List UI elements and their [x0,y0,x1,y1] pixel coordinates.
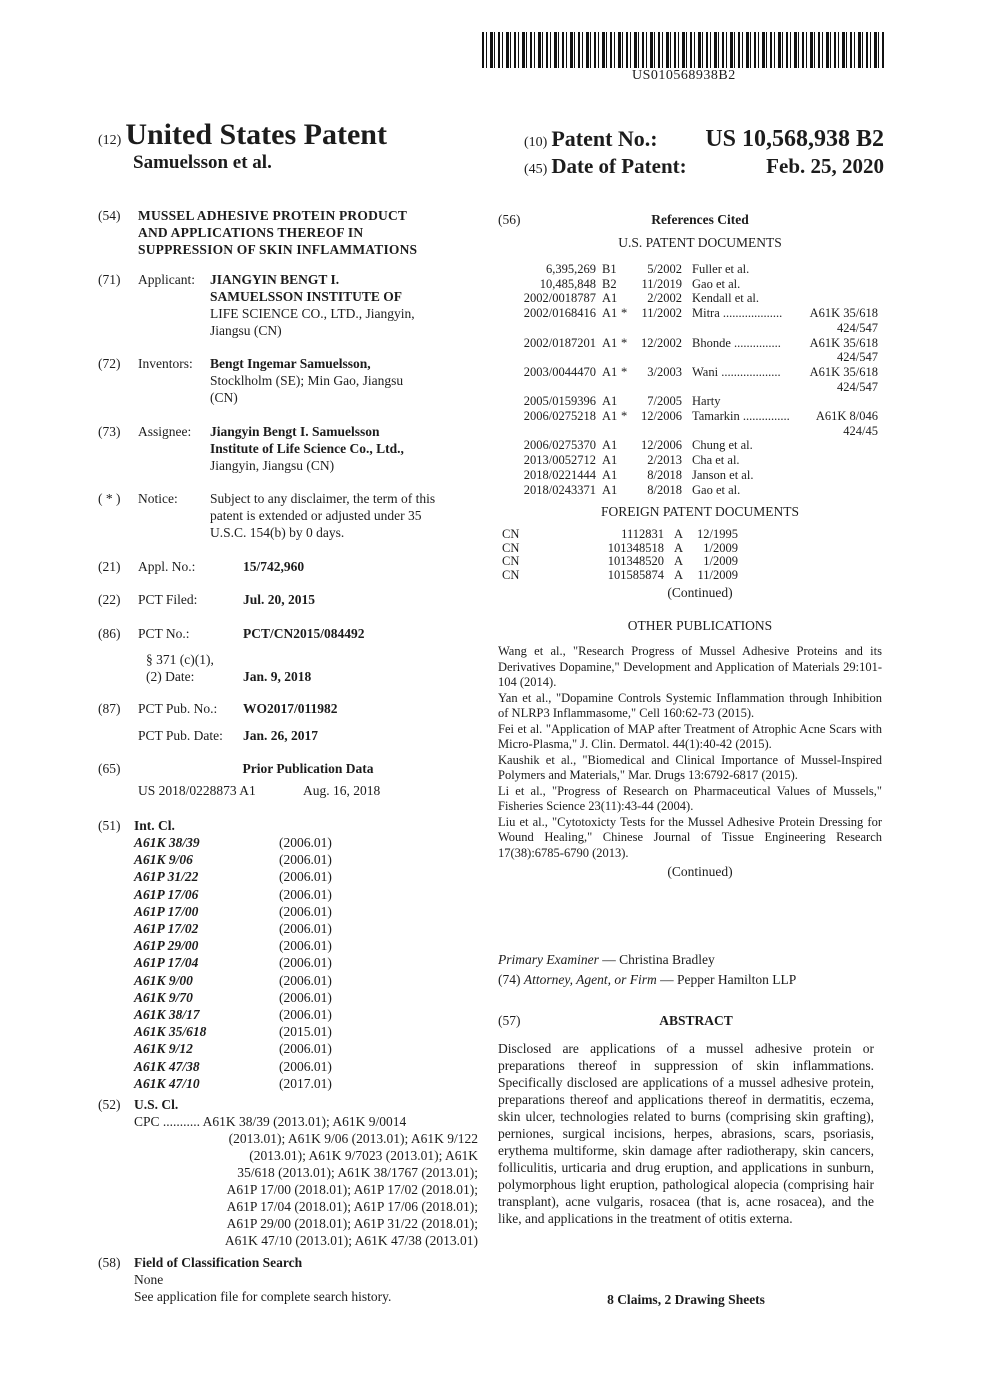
pct-number-label: PCT No.: [138,626,190,641]
applicant-line: SAMUELSSON INSTITUTE OF [210,289,403,304]
pct-number: PCT/CN2015/084492 [243,626,365,641]
foreign-date: 1/2009 [703,554,738,568]
other-publications-list [498,644,882,861]
us-cl-section [98,1096,478,1249]
ref-date: 8/2018 [647,482,682,497]
notice-section [98,490,478,541]
notice-line: U.S.C. 154(b) by 0 days. [210,525,345,540]
ref-name: Chung et al. [692,438,753,453]
ref-subclass: 424/547 [837,379,878,394]
int-cl-version: (2006.01) [279,1058,332,1074]
us-ref-row [498,437,878,452]
abstract-section [498,1012,874,1227]
ref-doc-number: 2018/0243371 [523,482,596,497]
int-cl-row [134,972,474,989]
prior-publication-heading: Prior Publication Data [242,761,374,776]
pct-pub-date-label: PCT Pub. Date: [138,728,223,743]
publication-entry: Kaushik et al., "Biomedical and Clinical Importance of Mussel-Inspired Polymers and Materials," Mar. Drugs 13:6792-6817 (2015). [498,752,882,782]
int-cl-version: (2006.01) [279,938,332,954]
int-cl-version: (2006.01) [279,972,332,988]
abstract-heading: ABSTRACT [659,1013,733,1028]
cpc-line: A61P 29/00 (2018.01); A61P 31/22 (2018.01); [226,1216,478,1231]
ref-doc-number: 2002/0168416 [523,306,596,321]
us-ref-row [498,276,878,291]
assignee-line: Jiangyin Bengt I. Samuelsson [210,424,380,439]
ref-kind: A1 [602,394,618,409]
foreign-country: CN [502,567,520,582]
int-cl-version: (2017.01) [279,1075,332,1091]
inid-code-51: (51) [98,818,121,833]
document-title [98,118,387,152]
int-cl-version: (2015.01) [279,1024,332,1040]
ref-kind: A1 [602,482,618,497]
int-cl-version: (2006.01) [279,989,332,1005]
examiner-line [498,951,882,968]
ref-name: Harty [692,394,721,409]
ref-date: 12/2006 [641,409,682,423]
inid-code-74: (74) [498,972,521,987]
cpc-line: 35/618 (2013.01); A61K 38/1767 (2013.01); [237,1165,478,1180]
int-cl-version: (2006.01) [279,835,332,850]
ref-kind: A1 [602,409,618,423]
inid-code-71: (71) [98,272,121,287]
us-ref-subclass-row [498,379,878,394]
ref-doc-number: 10,485,848 [539,276,596,291]
int-cl-class: A61K 38/39 [134,835,200,850]
int-cl-row [134,851,474,868]
pct-filed-date: Jul. 20, 2015 [243,592,316,607]
inid-code-56: (56) [498,212,521,227]
barcode [482,32,886,68]
applicant-line: LIFE SCIENCE CO., LTD., Jiangyin, [210,306,415,321]
title-line: AND APPLICATIONS THEREOF IN [138,225,364,240]
int-cl-row [134,954,474,971]
field-search-section [98,1254,478,1305]
us-patent-docs-heading: U.S. PATENT DOCUMENTS [618,235,782,250]
prior-publication-doc: US 2018/0228873 A1 [138,783,256,798]
ref-name: Kendall et al. [692,291,759,306]
ref-kind: A1 [602,467,618,482]
us-ref-subclass-row [498,349,878,364]
title-line: MUSSEL ADHESIVE PROTEIN PRODUCT [138,208,408,223]
inid-code-22: (22) [98,592,121,607]
ref-date: 8/2018 [647,467,682,482]
inventors-section [98,355,478,406]
foreign-kind: A [674,554,684,568]
cpc-line: A61P 17/04 (2018.01); A61P 17/06 (2018.01); [226,1199,478,1214]
ref-doc-number: 2013/0052712 [523,453,596,468]
ref-star: * [621,306,628,321]
ref-class: A61K 35/618 [809,364,878,379]
foreign-docs-table [498,526,882,584]
ref-doc-number: 2006/0275218 [523,409,596,423]
foreign-doc-number: 101585874 [607,567,664,582]
us-ref-subclass-row [498,320,878,335]
appl-label: Appl. No.: [138,559,196,574]
attorney-name: — Pepper Hamilton LLP [660,972,797,987]
int-cl-row [134,937,474,954]
ref-name: Janson et al. [692,467,754,482]
int-cl-class: A61P 17/04 [134,955,199,971]
applicant-section [98,271,478,339]
int-cl-class: A61K 38/17 [134,1007,200,1022]
pct-pub-number: WO2017/011982 [243,701,338,716]
inid-code-57: (57) [498,1013,521,1028]
us-patent-docs-table [498,261,882,501]
int-cl-section [98,817,478,1089]
field-search-line: See application file for complete search history. [134,1289,392,1304]
int-cl-class: A61K 9/12 [134,1041,193,1057]
ref-subclass: 424/45 [843,423,878,438]
int-cl-class: A61P 17/00 [134,903,199,919]
inventors-label: Inventors: [138,356,193,371]
ref-doc-number: 2018/0221444 [523,467,596,482]
us-ref-row [498,335,878,350]
us-ref-row [498,452,878,467]
int-cl-class: A61K 9/70 [134,989,193,1005]
ref-kind: B1 [602,262,617,276]
pct-pub-date: Jan. 26, 2017 [243,728,319,743]
int-cl-table [134,834,478,1089]
int-cl-row [134,868,474,885]
patent-number-line [524,126,884,152]
other-publications-heading: OTHER PUBLICATIONS [627,618,773,633]
cpc-line: (2013.01); A61K 9/06 (2013.01); A61K 9/122 [228,1131,478,1146]
ref-star: * [621,364,628,379]
inid-code-45: (45) [524,162,548,177]
foreign-date: 11/2009 [697,567,738,582]
ref-date: 7/2005 [647,394,682,409]
ref-date: 2/2002 [647,291,682,306]
patent-date-line [524,154,884,179]
int-cl-class: A61P 31/22 [134,869,199,885]
examiner-name: — Christina Bradley [602,952,715,967]
inid-code-65: (65) [98,761,121,776]
applicant-line: JIANGYIN BENGT I. [210,272,340,287]
title-line: SUPPRESSION OF SKIN INFLAMMATIONS [138,242,418,257]
pct-pub-number-label: PCT Pub. No.: [138,701,218,716]
us-ref-subclass-row [498,423,878,438]
patent-date-label: Date of Patent: [551,154,687,178]
ref-doc-number: 2002/0018787 [523,291,596,306]
foreign-doc-number: 101348520 [607,554,664,568]
int-cl-version: (2006.01) [279,886,332,902]
foreign-doc-number: 101348518 [607,540,664,555]
int-cl-version: (2006.01) [279,869,332,885]
ref-kind: A1 [602,306,618,321]
int-cl-row [134,1023,474,1040]
notice-line: patent is extended or adjusted under 35 [210,508,422,523]
attorney-line [498,971,882,988]
ref-kind: B2 [602,276,617,291]
foreign-docs-heading: FOREIGN PATENT DOCUMENTS [600,504,800,519]
ref-star: * [621,409,628,423]
foreign-date: 12/1995 [697,527,738,541]
ref-subclass: 424/547 [837,320,878,335]
us-ref-row [498,261,878,276]
foreign-kind: A [674,540,684,555]
inid-code-52: (52) [98,1097,121,1112]
int-cl-version: (2006.01) [279,921,332,936]
int-cl-class: A61K 47/10 [134,1075,200,1091]
continued-label: (Continued) [667,864,733,879]
int-cl-row [134,834,474,851]
invention-title-section [98,207,478,258]
us-ref-row [498,482,878,497]
int-cl-version: (2006.01) [279,1041,332,1057]
inid-code-21: (21) [98,559,121,574]
s371-date-label: (2) Date: [146,669,195,684]
int-cl-class: A61K 9/06 [134,852,193,868]
patent-type-title: United States Patent [125,118,387,151]
references-section [498,211,882,880]
int-cl-version: (2006.01) [279,903,332,919]
foreign-date: 1/2009 [703,540,738,555]
inid-code-notice: ( * ) [98,491,121,506]
barcode-number: US010568938B2 [632,68,736,83]
cpc-line: CPC ........... A61K 38/39 (2013.01); A61K 9/0014 [134,1114,407,1129]
foreign-country: CN [502,527,520,541]
inid-code-10: (10) [524,135,548,150]
ref-name: Gao et al. [692,276,741,291]
int-cl-row [134,886,474,903]
foreign-doc-number: 1112831 [621,527,664,541]
applicant-label: Applicant: [138,272,195,287]
prior-publication-date: Aug. 16, 2018 [303,783,381,798]
inid-code-87: (87) [98,701,121,716]
ref-name: Mitra ................... [692,306,783,321]
s371-line: § 371 (c)(1), [146,652,214,667]
claims-summary: 8 Claims, 2 Drawing Sheets [607,1292,765,1307]
cpc-line: A61P 17/00 (2018.01); A61P 17/02 (2018.01); [226,1182,478,1197]
int-cl-version: (2006.01) [279,852,332,868]
inid-code-58: (58) [98,1255,121,1270]
ref-date: 12/2006 [641,438,682,453]
ref-class: A61K 35/618 [809,335,878,350]
attorney-label: Attorney, Agent, or Firm [523,972,657,987]
foreign-country: CN [502,540,520,555]
int-cl-row [134,903,474,920]
ref-star: * [621,335,628,350]
ref-date: 5/2002 [647,262,682,276]
int-cl-version: (2006.01) [279,1007,332,1022]
ref-subclass: 424/547 [837,350,878,365]
ref-kind: A1 [602,453,618,468]
references-heading: References Cited [651,212,749,227]
int-cl-row [134,1058,474,1075]
ref-date: 11/2002 [641,306,682,321]
patent-number-label: Patent No.: [551,126,658,151]
inventors-line: Bengt Ingemar Samuelsson, [210,356,371,371]
ref-date: 2/2013 [647,453,682,468]
patent-date: Feb. 25, 2020 [766,154,884,178]
field-search-heading: Field of Classification Search [134,1255,303,1270]
cpc-line: (2013.01); A61K 9/7023 (2013.01); A61K [249,1148,478,1163]
ref-doc-number: 2003/0044470 [523,364,596,379]
us-ref-row [498,408,878,423]
ref-doc-number: 6,395,269 [546,262,596,276]
int-cl-row [134,920,474,937]
ref-date: 12/2002 [641,335,682,350]
publication-entry: Li et al., "Progress of Research on Pharmaceutical Values of Mussels," Fisheries Science 23(11):43-44 (2004). [498,783,882,813]
examiner-label: Primary Examiner [498,952,599,967]
int-cl-class: A61K 47/38 [134,1058,200,1074]
cpc-line: A61K 47/10 (2013.01); A61K 47/38 (2013.01) [224,1233,478,1248]
ref-date: 3/2003 [647,364,682,379]
ref-kind: A1 [602,364,618,379]
ref-name: Bhonde ............... [692,335,781,350]
us-ref-row [498,305,878,320]
us-ref-row [498,467,878,482]
inid-code-72: (72) [98,356,121,371]
inid-code-12: (12) [98,133,122,148]
ref-name: Wani ................... [692,364,781,379]
ref-kind: A1 [602,291,618,306]
int-cl-class: A61P 29/00 [134,938,199,954]
inventors-line: Stocklholm (SE); Min Gao, Jiangsu [210,373,404,388]
abstract-text: Disclosed are applications of a mussel adhesive protein or preparations thereof in suppression of skin inflammations. Specifically disclosed are applications of a mussel adhesive protein, preparations thereof and applications thereof in dermatitis, eczema, skin ulcer, technologies related to burns (comprising skin grafting), perniones, surgical incisions, herpes, abrasions, scars, psoriasis, erythema multiforme, skin damage after radiotherapy, skin cancers, folliculitis, urticaria and drug eruption, and applications in sunburn, polymorphous light eruption, pathological alopecia (comprising hair transplant), acne vulgaris, rosacea (that is, acne rosacea), and the like, and applications in the treatment of otitis externa. [498,1041,874,1226]
ref-name: Cha et al. [692,453,740,468]
int-cl-class: A61P 17/02 [134,921,199,936]
notice-line: Subject to any disclaimer, the term of this [210,491,436,506]
foreign-country: CN [502,554,520,568]
prior-publication-section [98,760,478,799]
assignee-line: Jiangyin, Jiangsu (CN) [210,458,335,473]
int-cl-version: (2006.01) [279,955,332,971]
ref-kind: A1 [602,438,618,453]
ref-class: A61K 35/618 [809,306,878,321]
us-ref-row [498,393,878,408]
publication-entry: Wang et al., "Research Progress of Mussel Adhesive Proteins and its Derivatives Dopamine," Development and Application of Materials 29:101-104 (2014). [498,644,882,689]
publication-entry: Fei et al. "Application of MAP after Treatment of Atrophic Acne Scars with Micro-Plasma," J. Clin. Dermatol. 44(1):40-42 (2015). [498,721,882,751]
inventors-line: (CN) [210,390,238,405]
assignee-line: Institute of Life Science Co., Ltd., [210,441,404,456]
field-search-line: None [134,1272,164,1287]
int-cl-row [134,989,474,1006]
ref-date: 11/2019 [641,276,682,291]
ref-name: Tamarkin ............... [692,409,790,423]
int-cl-row [134,1040,474,1057]
us-ref-row [498,290,878,305]
foreign-ref-row [498,567,878,582]
notice-label: Notice: [138,491,178,506]
int-cl-row [134,1075,474,1092]
ref-doc-number: 2006/0275370 [523,438,596,453]
int-cl-class: A61K 9/00 [134,972,193,988]
foreign-kind: A [674,527,684,541]
ref-doc-number: 2005/0159396 [523,394,596,409]
ref-name: Gao et al. [692,482,741,497]
continued-label: (Continued) [667,585,733,600]
pct-filed-label: PCT Filed: [138,592,198,607]
us-cl-heading: U.S. Cl. [134,1097,179,1112]
s371-date: Jan. 9, 2018 [243,669,312,684]
int-cl-row [134,1006,474,1023]
ref-class: A61K 8/046 [815,409,878,423]
inid-code-86: (86) [98,626,121,641]
foreign-kind: A [674,567,684,582]
ref-kind: A1 [602,335,618,350]
inid-code-54: (54) [98,208,121,223]
int-cl-heading: Int. Cl. [134,818,175,833]
publication-entry: Yan et al., "Dopamine Controls Systemic Inflammation through Inhibition of NLRP3 Inflammasome," Cell 160:62-73 (2015). [498,690,882,720]
inid-code-73: (73) [98,424,121,439]
applicant-line: Jiangsu (CN) [210,323,282,338]
s371-section [98,651,478,687]
authors: Samuelsson et al. [133,152,272,173]
publication-entry: Liu et al., "Cytotoxicty Tests for the Mussel Adhesive Protein Dressing for Wound Healing," Chinese Journal of Tissue Engineering Research 17(38):6785-6790 (2013). [498,814,882,860]
patent-number: US 10,568,938 B2 [705,126,884,152]
assignee-label: Assignee: [138,424,192,439]
us-ref-row [498,364,878,379]
ref-doc-number: 2002/0187201 [523,335,596,350]
assignee-section [98,423,478,474]
ref-name: Fuller et al. [692,262,750,276]
int-cl-class: A61P 17/06 [134,886,199,902]
int-cl-class: A61K 35/618 [134,1024,207,1040]
appl-number: 15/742,960 [243,559,305,574]
